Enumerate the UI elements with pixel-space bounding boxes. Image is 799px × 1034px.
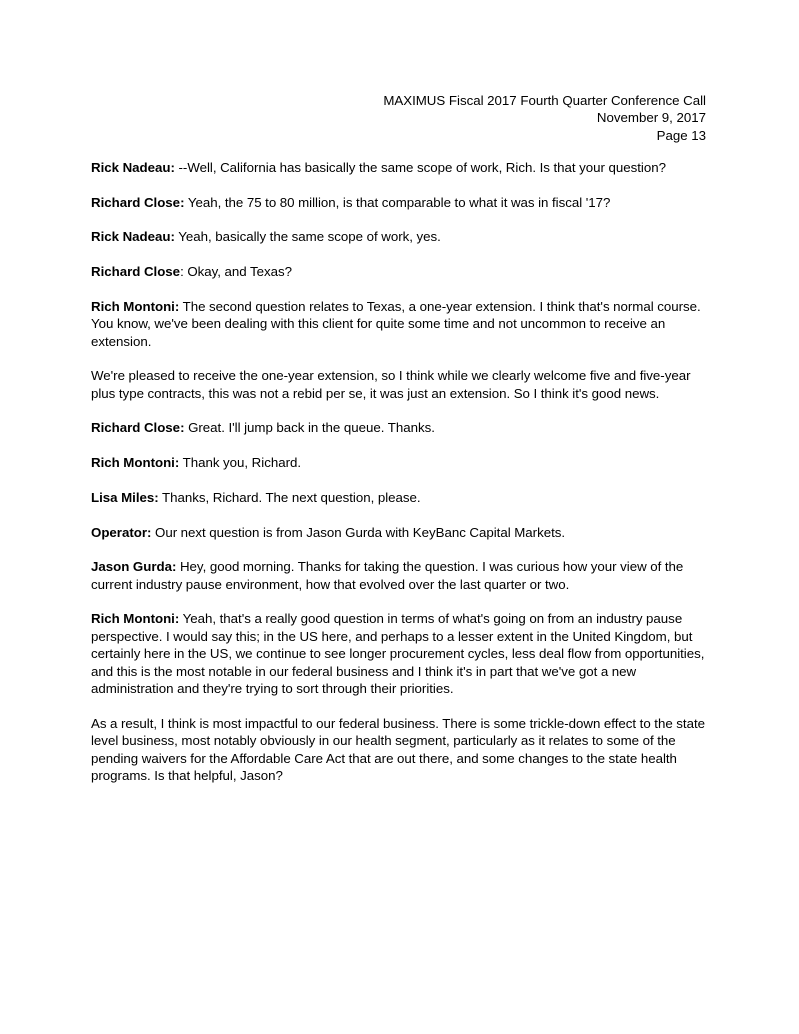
page-header <box>91 92 706 144</box>
speaker-label: Rick Nadeau <box>91 160 171 175</box>
transcript-body <box>91 159 707 784</box>
transcript-paragraph <box>91 298 707 350</box>
transcript-paragraph <box>91 524 707 541</box>
speaker-colon: : <box>154 489 159 505</box>
paragraph-text: Yeah, that's a really good question in terms of what's going on from an industry pause perspective. I would say this; in the US here, and perhaps to a lesser extent in the United Kingdom, but certainly here in the US, we continue to see longer procurement cycles, less deal flow from opportunities, and this is the most notable in our federal business and I think it's in part that we've got a new administration and they're trying to sort through their priorities. <box>91 611 705 696</box>
paragraph-text: Our next question is from Jason Gurda with KeyBanc Capital Markets. <box>155 524 566 540</box>
speaker-colon: : <box>170 160 175 175</box>
paragraph-text: Okay, and Texas? <box>187 264 293 280</box>
transcript-paragraph <box>91 558 707 593</box>
transcript-paragraph <box>91 263 707 280</box>
speaker-colon: : <box>180 420 185 436</box>
transcript-paragraph <box>91 419 707 436</box>
speaker-label: Operator <box>91 524 147 540</box>
paragraph-text: Thanks, Richard. The next question, please. <box>162 489 421 505</box>
speaker-label: Rich Montoni <box>91 455 175 471</box>
speaker-colon: : <box>180 194 185 210</box>
paragraph-text: Thank you, Richard. <box>182 455 302 471</box>
transcript-paragraph <box>91 159 707 176</box>
paragraph-text: --Well, California has basically the same scope of work, Rich. Is that your question? <box>178 160 666 175</box>
speaker-label: Rick Nadeau <box>91 229 171 245</box>
paragraph-text: Hey, good morning. Thanks for taking the question. I was curious how your view of the current industry pause environment, how that evolved over the last quarter or two. <box>91 559 684 592</box>
transcript-paragraph <box>91 489 707 506</box>
speaker-colon: : <box>147 524 152 540</box>
speaker-label: Rich Montoni <box>91 611 175 627</box>
paragraph-text: Yeah, the 75 to 80 million, is that comparable to what it was in fiscal '17? <box>187 194 611 210</box>
speaker-label: Richard Close <box>91 264 181 280</box>
speaker-label: Jason Gurda <box>91 559 172 575</box>
speaker-colon: : <box>170 229 175 245</box>
speaker-colon: : <box>174 455 180 471</box>
speaker-colon: : <box>174 611 180 627</box>
paragraph-text: The second question relates to Texas, a one-year extension. I think that's normal course. You know, we've been dealing with this client for quite some time and not uncommon to receive an extension. <box>91 298 701 349</box>
transcript-paragraph <box>91 454 707 471</box>
speaker-colon: : <box>171 559 177 575</box>
transcript-paragraph <box>91 610 707 697</box>
speaker-colon: : <box>174 298 180 314</box>
header-title-line: MAXIMUS Fiscal 2017 Fourth Quarter Conference Call <box>383 93 706 108</box>
paragraph-text: We're pleased to receive the one-year extension, so I think while we clearly welcome five and five-year plus type contracts, this was not a rebid per se, it was just an extension. So I think it's good news. <box>91 368 691 401</box>
speaker-label: Richard Close <box>91 194 181 210</box>
transcript-paragraph-continuation <box>91 715 707 785</box>
paragraph-text: Great. I'll jump back in the queue. Thanks. <box>188 420 435 436</box>
transcript-paragraph <box>91 194 707 211</box>
speaker-label: Richard Close <box>91 420 181 436</box>
speaker-colon: : <box>180 264 184 280</box>
header-page-number-line: Page 13 <box>656 127 706 143</box>
speaker-label: Rich Montoni <box>91 298 175 314</box>
paragraph-text: As a result, I think is most impactful to our federal business. There is some trickle-down effect to the state level business, most notably obviously in our health segment, particularly as it relates to some of the pending waivers for the Affordable Care Act that are out there, and some changes to the state health programs. Is that helpful, Jason? <box>91 715 705 783</box>
header-date-line: November 9, 2017 <box>596 110 706 126</box>
transcript-paragraph <box>91 228 707 245</box>
transcript-paragraph-continuation <box>91 367 707 402</box>
speaker-label: Lisa Miles <box>91 489 155 505</box>
paragraph-text: Yeah, basically the same scope of work, yes. <box>178 229 441 245</box>
